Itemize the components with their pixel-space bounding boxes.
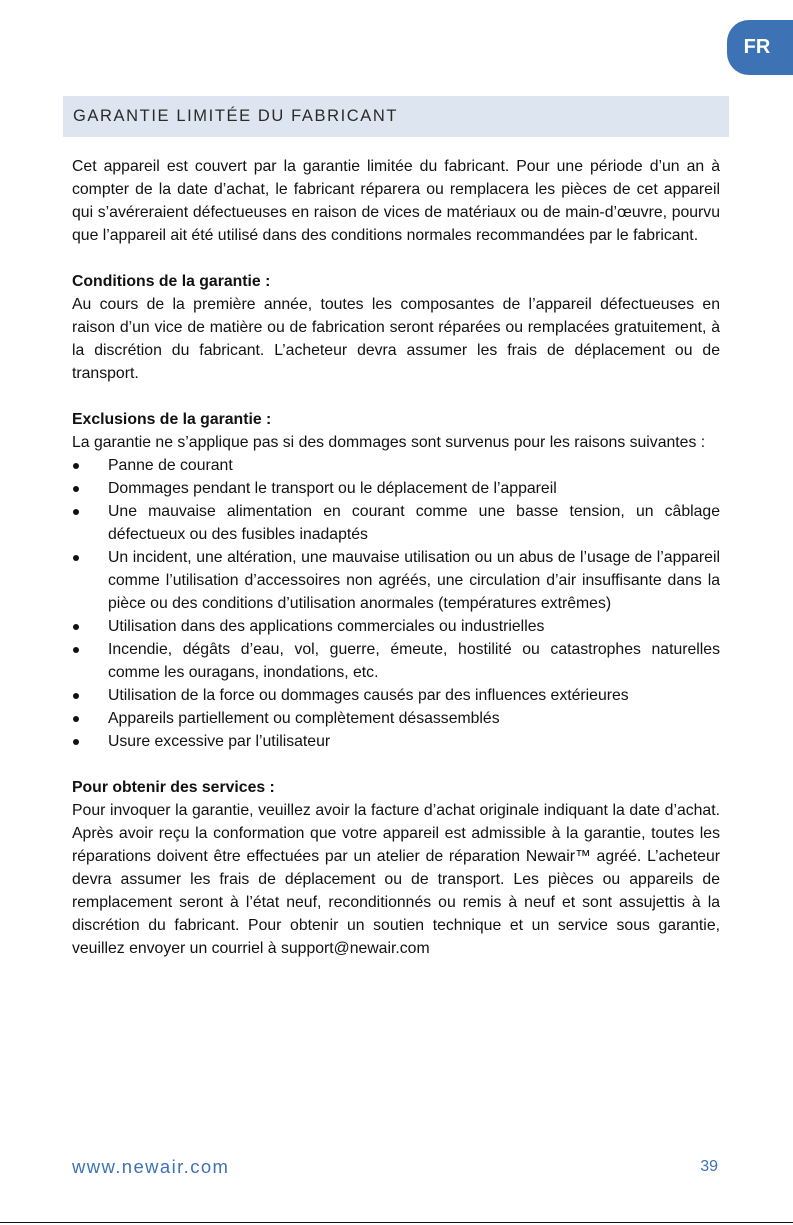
exclusions-heading: Exclusions de la garantie : bbox=[72, 411, 272, 428]
page-number: 39 bbox=[700, 1158, 718, 1175]
list-item: Une mauvaise alimentation en courant comme une basse tension, un câblage défectueux ou des fusibles inadaptés bbox=[72, 500, 720, 546]
language-tab: FR bbox=[727, 20, 793, 75]
list-item: Utilisation de la force ou dommages causés par des influences extérieures bbox=[72, 684, 720, 707]
services-heading: Pour obtenir des services : bbox=[72, 779, 275, 796]
list-item: Appareils partiellement ou complètement désassemblés bbox=[72, 707, 720, 730]
list-item: Utilisation dans des applications commerciales ou industrielles bbox=[72, 615, 720, 638]
list-item: Incendie, dégâts d’eau, vol, guerre, émeute, hostilité ou catastrophes naturelles comme les ouragans, inondations, etc. bbox=[72, 638, 720, 684]
footer-website-link[interactable]: www.newair.com bbox=[72, 1156, 230, 1177]
conditions-paragraph: Au cours de la première année, toutes les composantes de l’appareil défectueuses en raison d’un vice de matière ou de fabrication seront réparées ou remplacées gratuitement, à la discrétion du fabricant. L’acheteur devra assumer les frais de déplacement ou de transport. bbox=[72, 296, 720, 382]
document-body bbox=[72, 155, 720, 960]
exclusions-intro: La garantie ne s’applique pas si des dommages sont survenus pour les raisons suivantes : bbox=[72, 434, 706, 451]
page-title: GARANTIE LIMITÉE DU FABRICANT bbox=[73, 107, 399, 125]
list-item: Dommages pendant le transport ou le déplacement de l’appareil bbox=[72, 477, 720, 500]
bottom-divider bbox=[0, 1222, 793, 1223]
intro-paragraph: Cet appareil est couvert par la garantie limitée du fabricant. Pour une période d’un an à compter de la date d’achat, le fabricant réparera ou remplacera les pièces de cet appareil qui s’avéreraient défectueuses en raison de vices de matériaux ou de main-d’œuvre, pourvu que l’appareil ait été utilisé dans des conditions normales recommandées par le fabricant. bbox=[72, 158, 720, 244]
exclusions-list bbox=[72, 454, 720, 753]
list-item: Usure excessive par l’utilisateur bbox=[72, 730, 720, 753]
list-item: Un incident, une altération, une mauvaise utilisation ou un abus de l’usage de l’appareil comme l’utilisation d’accessoires non agréés, une circulation d’air insuffisante dans la pièce ou des conditions d’utilisation anormales (températures extrêmes) bbox=[72, 546, 720, 615]
conditions-heading: Conditions de la garantie : bbox=[72, 273, 271, 290]
section-title-bar bbox=[63, 96, 729, 137]
list-item: Panne de courant bbox=[72, 454, 720, 477]
services-paragraph: Pour invoquer la garantie, veuillez avoir la facture d’achat originale indiquant la date d’achat. Après avoir reçu la conformation que votre appareil est admissible à la garantie, toutes les réparations doivent être effectuées par un atelier de réparation Newair™ agréé. L’acheteur devra assumer les frais de déplacement ou de transport. Les pièces ou appareils de remplacement seront à l’état neuf, reconditionnés ou remis à neuf et sont assujettis à la discrétion du fabricant. Pour obtenir un soutien technique et un service sous garantie, veuillez envoyer un courriel à support@newair.com bbox=[72, 802, 720, 957]
